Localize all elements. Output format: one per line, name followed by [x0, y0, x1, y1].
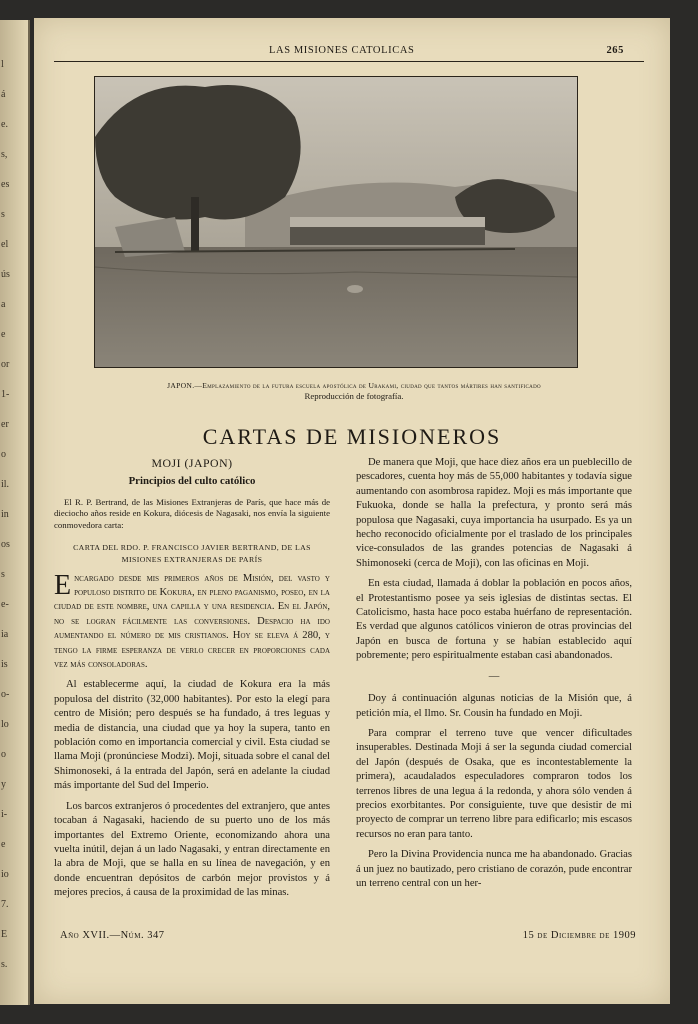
adjacent-page-fragment: ús [1, 269, 10, 280]
paragraph-8: Pero la Divina Providencia nunca me ha abandonado. Gracias á un juez no bautizado, pero cristiano de corazón, pude encontrar un terreno central con un her- [356, 849, 632, 889]
adjacent-page-fragment: o- [1, 689, 10, 700]
page-number: 265 [606, 45, 624, 56]
photo-caption [74, 380, 634, 402]
adjacent-page-fragment: o [1, 449, 6, 460]
article-intro: El R. P. Bertrand, de las Misiones Extranjeras de París, que hace más de dieciocho años reside en Kokura, diócesis de Nagasaki, nos envía la siguiente conmovedora carta: [54, 496, 330, 530]
adjacent-page-fragment: á [1, 89, 6, 100]
adjacent-page-fragment: e- [1, 599, 9, 610]
paragraph-5: En esta ciudad, llamada á doblar la población en pocos años, el Protestantismo posee ya seis iglesias de distintas sectas. El Catolicismo, hasta hace poco estaba huérfano de representación. Es verdad que algunos católicos vinieron de otras provincias del Japón en busca de fortuna y se habían establecido aquí pobremente; pero espiritualmente estaban casi abandonados. [356, 578, 632, 662]
adjacent-page-fragment: ia [1, 629, 9, 640]
paragraph-3: Los barcos extranjeros ó procedentes del extranjero, que antes tocaban á Nagasaki, haciendo de su puerto uno de los más importantes del Extremo Oriente, economizando ahora una vuelta inútil, dejan á un lado Nagasaki, y entran directamente en la abra de Moji, que se halla en su línea de navegación, y en donde encuentran depósitos de carbón mejor provistos y á mejores precios, á causa de la proximidad de las minas. [54, 800, 330, 899]
adjacent-page-fragment: a [1, 299, 6, 310]
photo-illustration [95, 77, 577, 367]
section-separator: — [488, 670, 500, 682]
adjacent-page-fragment: e [1, 329, 6, 340]
adjacent-page-fragment: in [1, 509, 9, 520]
adjacent-page-fragment: el [1, 239, 9, 250]
issue-date: 15 de Diciembre de 1909 [522, 930, 636, 941]
landscape-photograph [94, 76, 578, 368]
adjacent-page-fragment: s [1, 209, 5, 220]
adjacent-page-fragment: is [1, 659, 8, 670]
article-heading: MOJI (JAPON) [151, 456, 233, 470]
paragraph-1 [54, 569, 330, 673]
adjacent-page-fragment: 1- [1, 389, 10, 400]
adjacent-page-fragment: e [1, 839, 6, 850]
section-title: CARTAS DE MISIONEROS [202, 424, 502, 449]
adjacent-page-fragment: er [1, 419, 9, 430]
drop-cap: E [54, 569, 72, 601]
adjacent-page-fragment: s, [1, 149, 8, 160]
adjacent-page-fragment: s. [1, 959, 8, 970]
adjacent-page-fragment: es [1, 179, 10, 190]
right-column [356, 456, 632, 891]
adjacent-page-fragment: lo [1, 719, 9, 730]
adjacent-page-fragment: os [1, 539, 10, 550]
page-footer [54, 930, 644, 944]
adjacent-page-fragment: 7. [1, 899, 9, 910]
paragraph-6: Doy á continuación algunas noticias de la Misión que, á petición mía, el Ilmo. Sr. Cousin ha fundado en Moji. [356, 693, 632, 719]
paragraph-1-text: ncargado desde mis primeros años de Misión, del vasto y populoso distrito de Kokura, en pleno paganismo, poseo, en la ciudad de este nombre, una capilla y una residencia. En el Japón, no se logran fácilmente las conversiones. Despacio ha ido aumentando el número de mis cristianos. Hoy se eleva á 280, y tengo la firme esperanza de verlo crecer en proporciones cada vez más consoladoras. [54, 572, 330, 671]
adjacent-page-fragment: io [1, 869, 9, 880]
adjacent-page-fragment: s [1, 569, 5, 580]
adjacent-page-fragment: l [1, 59, 4, 70]
document-page [34, 18, 670, 1004]
adjacent-page-fragment: il. [1, 479, 10, 490]
adjacent-page-fragment: i- [1, 809, 8, 820]
paragraph-7: Para comprar el terreno tuve que vencer dificultades insuperables. Destinada Moji á ser la segunda ciudad comercial del Japón (después de Osaka, que es incontestablemente la primera), acaudalados especuladores compraron todos los terrenos libres de una legua á la redonda, y ahora sólo venden á precios exorbitantes. Por consiguiente, tuve que desistir de mi proyecto de comprar un terreno libre para edificarlo; mis escasos recursos no eran para tanto. [356, 727, 632, 840]
issue-number: Año XVII.—Núm. 347 [60, 930, 165, 941]
running-head [94, 45, 634, 59]
adjacent-page-fragment: y [1, 779, 6, 790]
adjacent-page-fragment: o [1, 749, 6, 760]
caption-line-1: JAPON.—Emplazamiento de la futura escuela apostólica de Urakami, ciudad que tantos mártires han santificado [167, 381, 541, 390]
left-column [54, 456, 330, 901]
running-head-title: LAS MISIONES CATOLICAS [269, 45, 415, 56]
adjacent-page-fragment: or [1, 359, 10, 370]
paragraph-4: De manera que Moji, que hace diez años era un pueblecillo de pescadores, cuenta hoy más de 55,000 habitantes y todavía sigue aumentando con asombrosa rapidez. Moji es más importante que Fukuoka, donde se halla la prefectura, y pronto será más populosa que Nagasaki, cuya importancia ha usurpado. Es ya un hecho reconocido oficialmente por el traslado de los principales vice-consulados de las grandes potencias de Nagasaki á Shimonoseki (cerca de Moji), con las oficinas en Moji. [356, 457, 632, 569]
caption-line-2: Reproducción de fotografía. [304, 391, 404, 401]
adjacent-page-fragment: e. [1, 119, 8, 130]
paragraph-2: Al establecerme aquí, la ciudad de Kokura era la más populosa del distrito (32,000 habitantes). Por esto la elegí para centro de Misión; pero después se ha fundado, á tres leguas y media de distancia, una ciudad que ya hoy la supera, tanto en población como en importancia comercial y civil. Esta ciudad se llama Moji (pronúnciese Modzi). Moji, situada sobre el canal del Shimonoseki, á la entrada del Japón, será en adelante la ciudad más importante del Sud del Imperio. [54, 679, 330, 792]
article-subheading: Principios del culto católico [128, 475, 256, 488]
letter-heading: CARTA DEL RDO. P. FRANCISCO JAVIER BERTRAND, DE LAS MISIONES EXTRANJERAS DE PARÍS [73, 542, 311, 564]
header-rule [54, 61, 644, 62]
adjacent-page-edge [0, 20, 30, 1005]
adjacent-page-fragment: E [1, 929, 8, 940]
